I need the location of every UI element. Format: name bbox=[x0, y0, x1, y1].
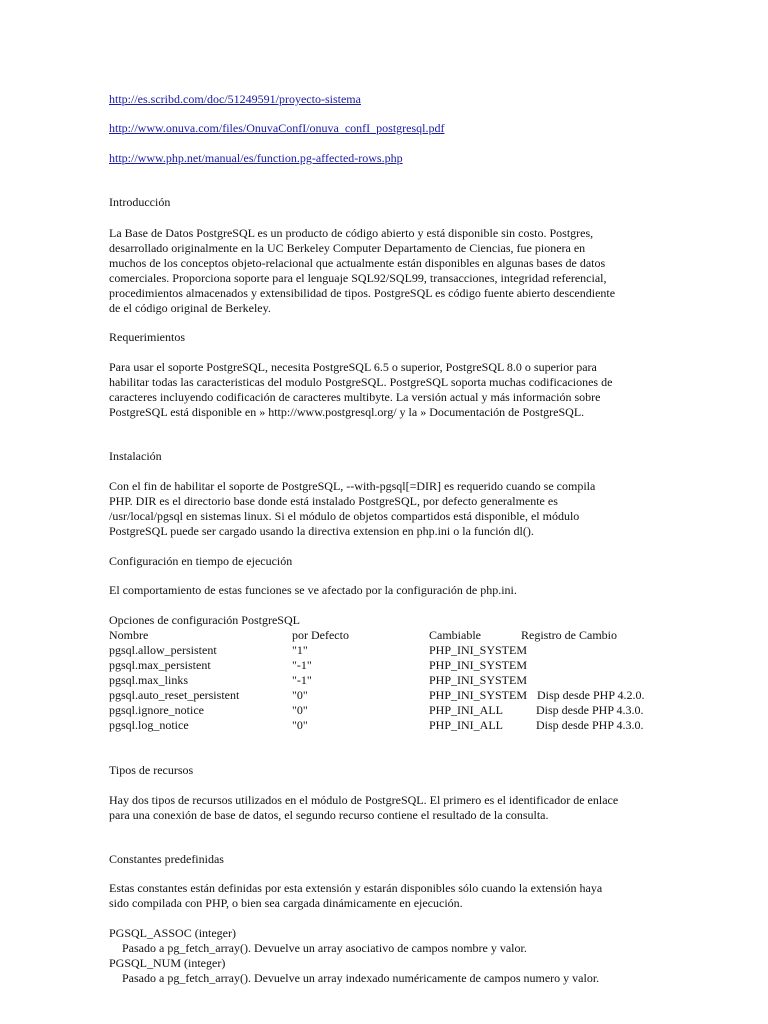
paragraph-line: habilitar todas las caracteristicas del modulo PostgreSQL. PostgreSQL soporta muchas codificaciones de bbox=[109, 375, 613, 389]
constant-description: Pasado a pg_fetch_array(). Devuelve un array indexado numéricamente de campos numero y valor. bbox=[122, 971, 600, 985]
table-cell: Disp desde PHP 4.3.0. bbox=[536, 703, 644, 717]
paragraph-line: sido compilada con PHP, o bien sea cargada dinámicamente en ejecución. bbox=[109, 896, 463, 910]
paragraph-resource-types bbox=[109, 793, 661, 823]
config-table bbox=[109, 628, 669, 733]
paragraph-line: PHP. DIR es el directorio base donde está instalado PostgreSQL, por defecto generalmente es bbox=[109, 494, 558, 508]
table-cell: pgsql.auto_reset_persistent bbox=[109, 688, 240, 702]
paragraph-line: de el código original de Berkeley. bbox=[109, 301, 271, 315]
table-cell: "0" bbox=[292, 703, 308, 717]
paragraph-line: desarrollado originalmente en la UC Berkeley Computer Departamento de Ciencias, fue pionera en bbox=[109, 241, 586, 255]
table-row bbox=[109, 673, 669, 688]
table-cell: pgsql.ignore_notice bbox=[109, 703, 204, 717]
heading-installation: Instalación bbox=[109, 449, 162, 463]
table-cell: Disp desde PHP 4.3.0. bbox=[536, 718, 644, 732]
heading-resource-types: Tipos de recursos bbox=[109, 763, 194, 777]
column-header: Cambiable bbox=[429, 628, 481, 642]
paragraph-line: La Base de Datos PostgreSQL es un producto de código abierto y está disponible sin costo. Postgres, bbox=[109, 226, 594, 240]
config-table-header bbox=[109, 628, 669, 643]
link-onuva-pdf[interactable]: http://www.onuva.com/files/OnuvaConfI/onuva_confI_postgresql.pdf bbox=[109, 121, 445, 135]
paragraph-line: Con el fin de habilitar el soporte de PostgreSQL, --with-pgsql[=DIR] es requerido cuando se compila bbox=[109, 479, 596, 493]
column-header: Nombre bbox=[109, 628, 149, 642]
paragraph-line: Para usar el soporte PostgreSQL, necesita PostgreSQL 6.5 o superior, PostgreSQL 8.0 o superior para bbox=[109, 360, 597, 374]
heading-intro: Introducción bbox=[109, 195, 171, 209]
paragraph-requirements bbox=[109, 360, 661, 420]
column-header: por Defecto bbox=[292, 628, 349, 642]
table-row bbox=[109, 658, 669, 673]
constant-name: PGSQL_ASSOC (integer) bbox=[109, 926, 237, 940]
paragraph-line: Hay dos tipos de recursos utilizados en el módulo de PostgreSQL. El primero es el identificador de enlace bbox=[109, 793, 619, 807]
table-cell: PHP_INI_SYSTEM bbox=[429, 658, 528, 672]
paragraph-line: /usr/local/pgsql en sistemas linux. Si el módulo de objetos compartidos está disponible, el módulo bbox=[109, 509, 580, 523]
table-cell: pgsql.allow_persistent bbox=[109, 643, 217, 657]
table-cell: "0" bbox=[292, 718, 308, 732]
table-cell: pgsql.log_notice bbox=[109, 718, 189, 732]
table-cell: PHP_INI_SYSTEM bbox=[429, 643, 528, 657]
table-cell: "-1" bbox=[292, 673, 312, 687]
constant-description: Pasado a pg_fetch_array(). Devuelve un array asociativo de campos nombre y valor. bbox=[122, 941, 527, 955]
table-row bbox=[109, 703, 669, 718]
table-cell: "0" bbox=[292, 688, 308, 702]
table-cell: pgsql.max_persistent bbox=[109, 658, 211, 672]
table-cell: PHP_INI_ALL bbox=[429, 718, 503, 732]
heading-predefined-constants: Constantes predefinidas bbox=[109, 852, 224, 866]
heading-runtime-config: Configuración en tiempo de ejecución bbox=[109, 554, 293, 568]
config-table-caption: Opciones de configuración PostgreSQL bbox=[109, 613, 300, 627]
table-cell: PHP_INI_ALL bbox=[429, 703, 503, 717]
table-cell: pgsql.max_links bbox=[109, 673, 189, 687]
paragraph-line: PostgreSQL puede ser cargado usando la directiva extension en php.ini o la función dl(). bbox=[109, 524, 534, 538]
paragraph-line: comerciales. Proporciona soporte para el lenguaje SQL92/SQL99, transacciones, integridad referencial, bbox=[109, 271, 607, 285]
paragraph-line: caracteres incluyendo codificación de caracteres multibyte. La versión actual y más información sobre bbox=[109, 390, 601, 404]
table-cell: PHP_INI_SYSTEM bbox=[429, 673, 528, 687]
paragraph-line: PostgreSQL está disponible en » http://www.postgresql.org/ y la » Documentación de PostgreSQL. bbox=[109, 405, 585, 419]
paragraph-intro bbox=[109, 226, 661, 316]
paragraph-line: para una conexión de base de datos, el segundo recurso contiene el resultado de la consulta. bbox=[109, 808, 549, 822]
table-cell: Disp desde PHP 4.2.0. bbox=[537, 688, 645, 702]
column-header: Registro de Cambio bbox=[521, 628, 617, 642]
table-row bbox=[109, 688, 669, 703]
table-cell: PHP_INI_SYSTEM bbox=[429, 688, 528, 702]
paragraph-runtime-config: El comportamiento de estas funciones se ve afectado por la configuración de php.ini. bbox=[109, 583, 517, 597]
heading-requirements: Requerimientos bbox=[109, 330, 185, 344]
paragraph-line: procedimientos almacenados y extensibilidad de tipos. PostgreSQL es código fuente abierto descendiente bbox=[109, 286, 616, 300]
table-cell: "-1" bbox=[292, 658, 312, 672]
paragraph-line: muchos de los conceptos objeto-relacional que actualmente están disponibles en algunas bases de datos bbox=[109, 256, 606, 270]
constant-name: PGSQL_NUM (integer) bbox=[109, 956, 226, 970]
table-row bbox=[109, 643, 669, 658]
table-row bbox=[109, 718, 669, 733]
paragraph-predefined-constants bbox=[109, 881, 661, 911]
paragraph-line: Estas constantes están definidas por esta extensión y estarán disponibles sólo cuando la extensión haya bbox=[109, 881, 603, 895]
link-php-manual[interactable]: http://www.php.net/manual/es/function.pg-affected-rows.php bbox=[109, 151, 403, 165]
table-cell: "1" bbox=[292, 643, 308, 657]
constants-list bbox=[109, 926, 661, 986]
paragraph-installation bbox=[109, 479, 661, 539]
link-scribd[interactable]: http://es.scribd.com/doc/51249591/proyecto-sistema bbox=[109, 92, 361, 106]
